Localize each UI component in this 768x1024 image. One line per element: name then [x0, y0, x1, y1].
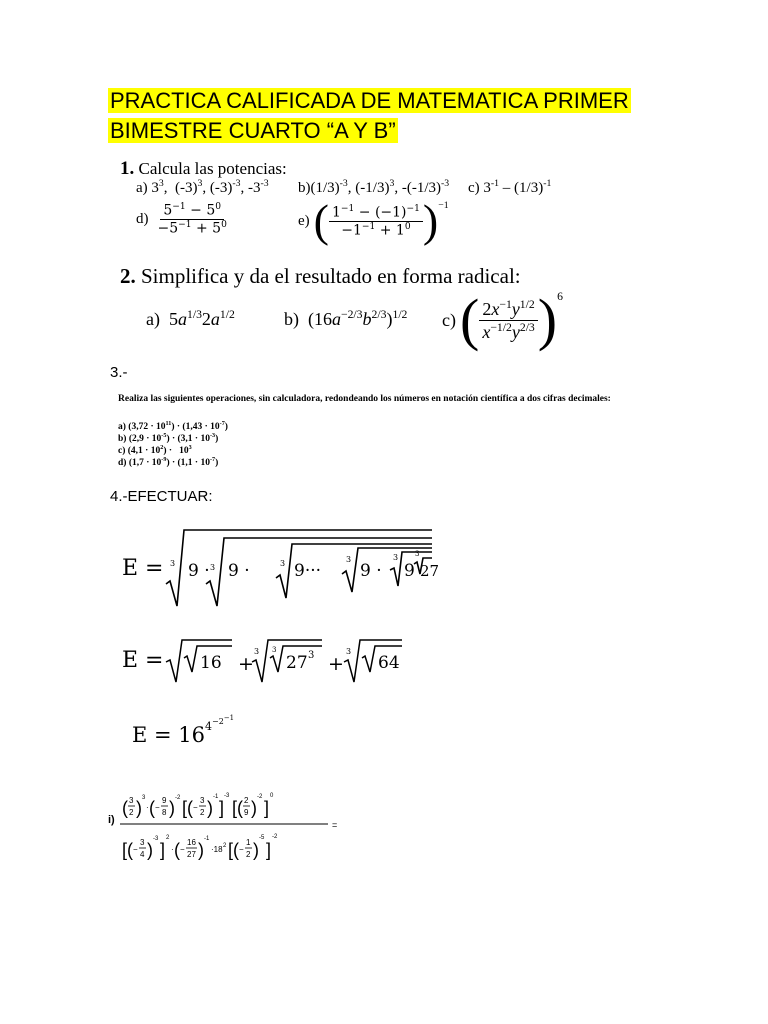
svg-text:3: 3 [129, 796, 134, 805]
svg-text:2: 2 [223, 843, 227, 849]
svg-text:(: ( [127, 840, 133, 860]
svg-text:[: [ [228, 840, 234, 860]
svg-text:-3: -3 [224, 793, 230, 799]
q3-item-c: c) $(4,1 \cdot 10^2) \cdot 10^3$ [118, 445, 192, 457]
svg-text:2: 2 [200, 808, 205, 817]
svg-text:-5: -5 [259, 835, 265, 841]
q1-item-c: c) $3^{-1} - (1/3)^{-1}$ [468, 178, 552, 196]
svg-text:9···: 9··· [294, 561, 322, 581]
svg-text:-2: -2 [257, 794, 263, 800]
radical-sum-svg [166, 636, 412, 686]
svg-text:9 ·: 9 · [228, 561, 250, 581]
page-title-line-2: BIMESTRE CUARTO “A Y B” [110, 118, 396, 143]
svg-text:3: 3 [254, 647, 260, 656]
svg-text:-2: -2 [272, 834, 278, 840]
q3-number: 3.- [110, 364, 128, 381]
svg-text:3: 3 [308, 650, 315, 661]
svg-text:−: − [193, 803, 198, 812]
svg-text:9 ·: 9 · [188, 561, 210, 581]
svg-text:3: 3 [393, 553, 399, 562]
svg-text:-2: -2 [175, 795, 181, 801]
svg-text:3: 3 [415, 550, 420, 558]
svg-text:8: 8 [162, 808, 167, 817]
nested-radical-svg [166, 526, 440, 610]
svg-text:9 ·: 9 · [360, 561, 382, 581]
svg-text:(: ( [187, 798, 193, 818]
q3-item-d: d) $(1,7 \cdot 10^{-9}) \cdot (1,1 \cdot 10^{-7})$ [118, 457, 219, 469]
svg-text:·: · [146, 803, 149, 812]
q4-heading: 4.-EFECTUAR: [110, 488, 213, 505]
svg-text:(: ( [174, 840, 180, 860]
svg-text:−: − [133, 845, 138, 854]
svg-text:-3: -3 [153, 836, 159, 842]
svg-text:−: − [239, 845, 244, 854]
svg-text:1: 1 [246, 838, 251, 847]
q1-row-abc: a) $3^3$, $(-3)^3$, $(-3)^{-3}$, $-3^{-3}$ [136, 178, 269, 196]
svg-text:): ) [169, 798, 175, 818]
svg-text:-1: -1 [204, 836, 210, 842]
svg-text:−: − [180, 845, 185, 854]
q1-item-e: e) ( $\frac{1^{-1} - (-1)^{-1}}{-1^{-1} + 1^0}$ ) $^{-1}$ [298, 195, 449, 246]
svg-text:·: · [171, 845, 174, 854]
svg-text:3: 3 [210, 563, 216, 572]
svg-text:27: 27 [420, 562, 440, 580]
q3-item-b: b) $(2,9 \cdot 10^{-5}) \cdot (3,1 \cdot 10^{-3})$ [118, 433, 219, 445]
q2-heading: 2. Simplifica y da el resultado en forma radical: [120, 264, 521, 288]
q3-item-a: a) $(3,72 \cdot 10^{11}) \cdot (1,43 \cdot 10^{-7})$ [118, 421, 228, 433]
svg-text:3: 3 [346, 647, 352, 656]
q2-item-c: c) ( $\frac{2x^{-1}y^{1/2}}{x^{-1/2}y^{2/3}}$ ) $^6$ [442, 287, 563, 352]
svg-text:]: ] [266, 840, 272, 860]
svg-text:]: ] [264, 798, 270, 818]
q1-item-d: d) $\frac{5^{-1} - 5^0}{-5^{-1} + 5^0}$ [136, 202, 227, 237]
svg-text:9: 9 [162, 796, 167, 805]
svg-text:): ) [147, 840, 153, 860]
svg-text:4: 4 [140, 850, 145, 859]
svg-text:3: 3 [200, 796, 205, 805]
svg-text:]: ] [219, 798, 225, 818]
q2-item-a: a) $5a^{1/3}2a^{1/2}$ [146, 308, 235, 329]
svg-text:−: − [155, 803, 160, 812]
svg-text:]: ] [160, 840, 166, 860]
svg-text:2: 2 [166, 835, 170, 841]
svg-text:(: ( [122, 798, 128, 818]
svg-text:·18: ·18 [211, 845, 223, 854]
svg-text:27: 27 [286, 653, 308, 673]
svg-text:): ) [136, 798, 142, 818]
svg-text:2: 2 [129, 808, 134, 817]
svg-text:0: 0 [270, 793, 274, 799]
svg-text:2: 2 [244, 796, 249, 805]
svg-text:3: 3 [140, 838, 145, 847]
q1-heading: 1. Calcula las potencias: [120, 158, 287, 179]
svg-text:-1: -1 [213, 794, 219, 800]
svg-text:9: 9 [244, 808, 249, 817]
svg-text:[: [ [182, 798, 188, 818]
q3-instruction: Realiza las siguientes operaciones, sin calculadora, redondeando los números en notación científica a dos cifras decimales: [118, 394, 611, 404]
svg-text:(: ( [149, 798, 155, 818]
q4-expr-radical-sum: E = 16 + 3 3 27 3 + 3 64 [122, 636, 412, 686]
svg-text:16: 16 [200, 653, 222, 673]
svg-text:[: [ [232, 798, 238, 818]
svg-text:+: + [328, 653, 344, 675]
svg-text:3: 3 [170, 559, 176, 568]
svg-text:3: 3 [280, 559, 286, 568]
q4-expr-nested-radical: E = 3 9 · 3 9 · 3 9··· 3 9 · 3 9 3 27 [122, 526, 432, 610]
svg-text:=: = [332, 820, 338, 830]
q1-item-b: $b)(1/3)^{-3}$, $(-1/3)^3$, $-(-1/3)^{-3}$ [298, 178, 450, 196]
svg-text:3: 3 [346, 555, 352, 564]
svg-text:(: ( [233, 840, 239, 860]
page-title-line-1: PRACTICA CALIFICADA DE MATEMATICA PRIMER [110, 88, 629, 113]
svg-text:+: + [238, 653, 254, 675]
svg-text:16: 16 [187, 838, 196, 847]
svg-text:): ) [198, 840, 204, 860]
fraction-i-svg [120, 788, 344, 868]
svg-text:3: 3 [272, 646, 277, 654]
svg-text:): ) [251, 798, 257, 818]
svg-text:9: 9 [404, 561, 415, 581]
svg-text:3: 3 [142, 795, 146, 801]
svg-text:): ) [253, 840, 259, 860]
svg-text:27: 27 [187, 850, 196, 859]
q4-expr-power-tower: $E = 16^{4^{-2^{-1}}}$ [132, 714, 235, 747]
q4-expr-i: i) ( 3 2 ) 3 · ( − 9 8 ) -2 [ ( − 3 2 ) -1 ] -3 [ ( 2 9 ) -2 ] 0 = [ ( − 3 4 ) -3 ] 2 · ( − 16 27 ) -1 ·18 2 [ ( − 1 2 ) -5 ] -2 [108, 788, 344, 868]
svg-text:64: 64 [378, 653, 400, 673]
svg-text:): ) [207, 798, 213, 818]
q2-item-b: b) $(16a^{-2/3}b^{2/3})^{1/2}$ [284, 308, 408, 329]
svg-text:[: [ [122, 840, 128, 860]
svg-text:(: ( [237, 798, 243, 818]
svg-text:2: 2 [246, 850, 251, 859]
